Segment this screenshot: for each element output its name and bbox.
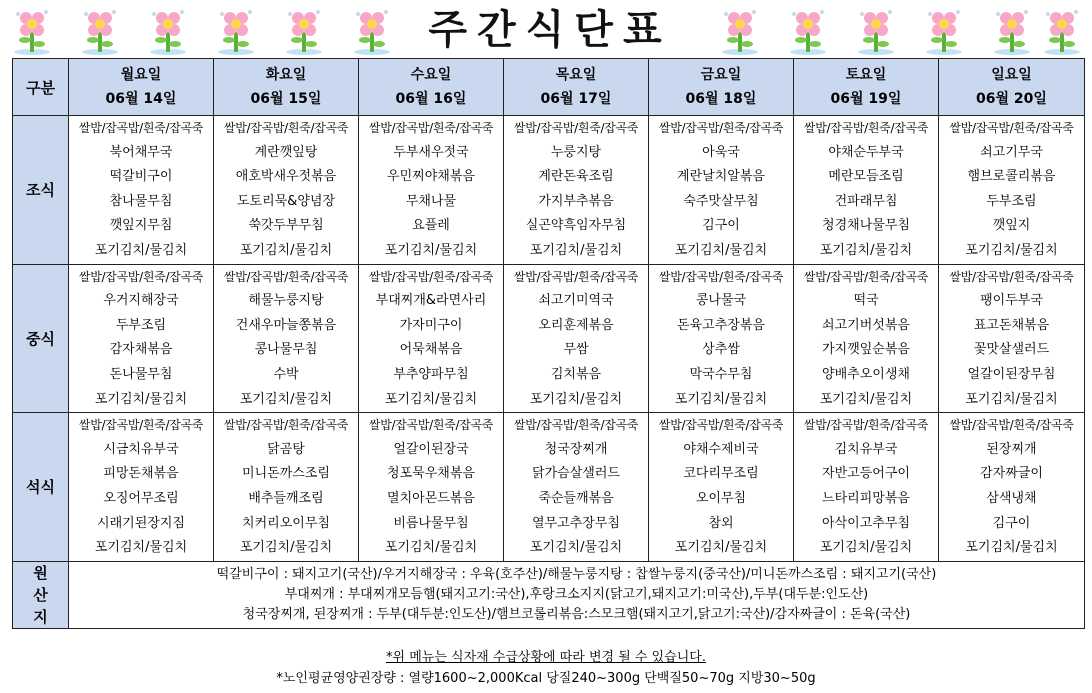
menu-item: 표고돈채볶음 bbox=[973, 317, 1050, 333]
menu-item: 상추쌈 bbox=[702, 342, 740, 358]
menu-item: 된장찌개 bbox=[986, 441, 1037, 457]
day-name: 수요일 bbox=[410, 67, 452, 83]
menu-item: 포기김치/물김치 bbox=[965, 391, 1058, 407]
page-title: 주간식단표 bbox=[428, 7, 672, 53]
menu-item: 참나물무침 bbox=[109, 193, 173, 209]
menu-cell bbox=[794, 116, 939, 265]
day-date: 06월 19일 bbox=[830, 91, 902, 107]
menu-item: 누룽지탕 bbox=[550, 144, 602, 160]
menu-item: 닭가슴살샐러드 bbox=[532, 466, 620, 482]
menu-cell bbox=[504, 264, 649, 413]
menu-item: 메란모듬조림 bbox=[828, 169, 904, 185]
menu-cell bbox=[359, 264, 504, 413]
menu-item: 포기김치/물김치 bbox=[384, 391, 478, 407]
menu-item: 꽃맛살샐러드 bbox=[973, 342, 1050, 358]
menu-cell bbox=[359, 116, 504, 265]
menu-item: 느타리피망볶음 bbox=[822, 490, 910, 506]
menu-item: 김치유부국 bbox=[834, 441, 898, 457]
menu-item: 깻잎지무침 bbox=[109, 218, 173, 234]
menu-item: 두부조림 bbox=[115, 317, 167, 333]
menu-item: 열무고추장무침 bbox=[532, 515, 620, 531]
flower-icon bbox=[922, 6, 966, 56]
menu-item: 포기김치/물김치 bbox=[384, 540, 478, 556]
menu-item: 두부조림 bbox=[986, 193, 1037, 209]
footer-notes bbox=[0, 648, 1092, 690]
menu-item: 요플레 bbox=[412, 218, 450, 234]
menu-item: 자반고등어구이 bbox=[822, 466, 910, 482]
menu-item: 어묵채볶음 bbox=[399, 342, 463, 358]
menu-item: 쌀밥/잡곡밥/흰죽/잡곡죽 bbox=[78, 418, 204, 433]
menu-cell bbox=[649, 264, 794, 413]
menu-item: 쌀밥/잡곡밥/흰죽/잡곡죽 bbox=[78, 121, 204, 135]
menu-item: 북어채무국 bbox=[109, 144, 173, 160]
menu-item: 포기김치/물김치 bbox=[239, 540, 333, 556]
menu-cell bbox=[794, 413, 939, 562]
menu-item: 건새우마늘쫑볶음 bbox=[235, 317, 337, 333]
menu-item: 쇠고기미역국 bbox=[538, 293, 614, 309]
menu-item: 포기김치/물김치 bbox=[529, 391, 623, 407]
menu-item: 팽이두부국 bbox=[980, 293, 1043, 309]
origin-line: 청국장찌개, 된장찌개 : 두부(대두분:인도산)/햄브코롤리볶음:스모크햄(돼지고기,닭고기:국산)/감자짜글이 : 돈육(국산) bbox=[242, 606, 911, 622]
menu-item: 치커리오이무침 bbox=[242, 515, 330, 531]
menu-item: 쌀밥/잡곡밥/흰죽/잡곡죽 bbox=[223, 269, 349, 284]
meal-row bbox=[13, 116, 1085, 265]
menu-item: 감자짜글이 bbox=[980, 466, 1043, 482]
day-header bbox=[939, 59, 1085, 116]
menu-item: 참외 bbox=[708, 515, 734, 531]
menu-item: 부대찌개&라면사리 bbox=[375, 293, 487, 309]
menu-item: 포기김치/물김치 bbox=[239, 391, 333, 407]
flower-icon bbox=[146, 6, 190, 56]
origin-line: 부대찌개 : 부대찌개모듬햄(돼지고기:국산),후랑크소지지(닭고기,돼지고기:미국산),두부(대두분:인도산) bbox=[284, 586, 869, 602]
day-date: 06월 18일 bbox=[685, 91, 757, 107]
menu-item: 피망돈채볶음 bbox=[103, 466, 179, 482]
day-name: 일요일 bbox=[991, 67, 1032, 83]
day-header bbox=[794, 59, 939, 116]
flower-icon bbox=[1040, 6, 1084, 56]
day-name: 목요일 bbox=[555, 67, 597, 83]
menu-item: 쇠고기버섯볶음 bbox=[822, 317, 910, 333]
flower-icon bbox=[10, 6, 54, 56]
menu-item: 포기김치/물김치 bbox=[384, 242, 478, 258]
menu-item: 쌀밥/잡곡밥/흰죽/잡곡죽 bbox=[803, 418, 929, 433]
menu-item: 오징어무조림 bbox=[103, 490, 179, 506]
meal-row bbox=[13, 413, 1085, 562]
menu-item: 얼갈이된장국 bbox=[393, 441, 469, 457]
menu-item: 쌀밥/잡곡밥/흰죽/잡곡죽 bbox=[658, 418, 784, 433]
menu-item: 청국장찌개 bbox=[544, 441, 608, 457]
flower-icon bbox=[282, 6, 326, 56]
menu-item: 쌀밥/잡곡밥/흰죽/잡곡죽 bbox=[513, 269, 639, 284]
day-date: 06월 16일 bbox=[395, 91, 467, 107]
menu-item: 도토리묵&양념장 bbox=[236, 193, 336, 209]
menu-item: 막국수무침 bbox=[689, 366, 753, 382]
menu-item: 감자채볶음 bbox=[109, 342, 173, 358]
flower-icon bbox=[786, 6, 830, 56]
menu-item: 포기김치/물김치 bbox=[529, 540, 623, 556]
day-name: 금요일 bbox=[700, 67, 742, 83]
day-header bbox=[504, 59, 649, 116]
menu-item: 포기김치/물김치 bbox=[94, 242, 188, 258]
menu-item: 수박 bbox=[273, 366, 299, 382]
flower-icon bbox=[78, 6, 122, 56]
day-date: 06월 15일 bbox=[250, 91, 322, 107]
menu-item: 양배추오이생채 bbox=[822, 366, 910, 382]
menu-item: 아삭이고추무침 bbox=[822, 515, 910, 531]
menu-item: 오리훈제볶음 bbox=[538, 317, 614, 333]
menu-item: 포기김치/물김치 bbox=[819, 391, 913, 407]
menu-item: 우민찌야채볶음 bbox=[387, 169, 475, 185]
menu-item: 김구이 bbox=[992, 515, 1031, 531]
menu-item: 실곤약흑임자무침 bbox=[525, 218, 627, 234]
flower-icon bbox=[718, 6, 762, 56]
menu-item: 김치볶음 bbox=[550, 366, 602, 382]
origin-line: 떡갈비구이 : 돼지고기(국산)/우거지해장국 : 우육(호주산)/해물누룽지탕 : 찹쌀누룽지(중국산)/미니돈까스조림 : 돼지고기(국산) bbox=[216, 566, 937, 582]
menu-item: 시래기된장지짐 bbox=[97, 515, 185, 531]
menu-item: 돈육고추장볶음 bbox=[677, 317, 765, 333]
meal-label: 조식 bbox=[13, 116, 69, 265]
menu-item: 코다리무조림 bbox=[683, 466, 759, 482]
nutrition-note: *노인평균영양권장량 : 열량1600~2,000Kcal 당질240~300g 단백질50~70g 지방30~50g bbox=[276, 671, 816, 686]
day-header-row bbox=[13, 59, 1085, 116]
menu-cell bbox=[649, 413, 794, 562]
day-date: 06월 17일 bbox=[540, 91, 612, 107]
menu-item: 포기김치/물김치 bbox=[674, 242, 768, 258]
meal-label: 석식 bbox=[13, 413, 69, 562]
menu-item: 쌀밥/잡곡밥/흰죽/잡곡죽 bbox=[223, 418, 349, 433]
menu-item: 쌀밥/잡곡밥/흰죽/잡곡죽 bbox=[513, 121, 639, 135]
menu-item: 가자미구이 bbox=[399, 317, 463, 333]
menu-item: 깻잎지 bbox=[992, 218, 1031, 234]
menu-item: 포기김치/물김치 bbox=[529, 242, 623, 258]
menu-item: 김구이 bbox=[702, 218, 740, 234]
meal-label: 중식 bbox=[13, 264, 69, 413]
flower-icon bbox=[214, 6, 258, 56]
menu-item: 쌀밥/잡곡밥/흰죽/잡곡죽 bbox=[949, 418, 1074, 433]
menu-item: 청포묵우채볶음 bbox=[387, 466, 475, 482]
menu-cell bbox=[794, 264, 939, 413]
meal-row bbox=[13, 264, 1085, 413]
menu-item: 두부새우젓국 bbox=[393, 144, 469, 160]
menu-item: 포기김치/물김치 bbox=[819, 540, 913, 556]
category-header: 구분 bbox=[13, 59, 69, 116]
menu-item: 계란깻잎탕 bbox=[254, 144, 318, 160]
menu-item: 떡갈비구이 bbox=[109, 169, 173, 185]
menu-item: 포기김치/물김치 bbox=[965, 540, 1058, 556]
flower-icon bbox=[990, 6, 1034, 56]
day-date: 06월 20일 bbox=[976, 91, 1047, 107]
menu-item: 돈나물무침 bbox=[109, 366, 173, 382]
menu-item: 멸치아몬드볶음 bbox=[387, 490, 475, 506]
menu-item: 햄브로콜리볶음 bbox=[967, 169, 1056, 185]
menu-item: 쌀밥/잡곡밥/흰죽/잡곡죽 bbox=[949, 121, 1074, 135]
menu-item: 쌀밥/잡곡밥/흰죽/잡곡죽 bbox=[803, 269, 929, 284]
origin-row bbox=[13, 561, 1085, 628]
menu-item: 쌀밥/잡곡밥/흰죽/잡곡죽 bbox=[949, 269, 1074, 284]
menu-item: 쌀밥/잡곡밥/흰죽/잡곡죽 bbox=[368, 269, 494, 284]
menu-item: 쇠고기무국 bbox=[980, 144, 1043, 160]
menu-item: 쌀밥/잡곡밥/흰죽/잡곡죽 bbox=[658, 121, 784, 135]
menu-item: 포기김치/물김치 bbox=[674, 391, 768, 407]
menu-item: 애호박새우젓볶음 bbox=[235, 169, 337, 185]
flower-icon bbox=[854, 6, 898, 56]
menu-cell bbox=[939, 116, 1085, 265]
menu-item: 쌀밥/잡곡밥/흰죽/잡곡죽 bbox=[513, 418, 639, 433]
menu-item: 배추들깨조림 bbox=[248, 490, 324, 506]
menu-item: 콩나물무침 bbox=[254, 342, 318, 358]
day-header bbox=[359, 59, 504, 116]
menu-item: 포기김치/물김치 bbox=[94, 540, 188, 556]
menu-item: 죽순들깨볶음 bbox=[538, 490, 614, 506]
day-name: 월요일 bbox=[120, 67, 162, 83]
menu-item: 계란돈육조림 bbox=[538, 169, 614, 185]
menu-item: 떡국 bbox=[853, 293, 879, 309]
menu-item: 아욱국 bbox=[702, 144, 740, 160]
menu-item: 오이무침 bbox=[695, 490, 747, 506]
menu-item: 무채나물 bbox=[405, 193, 457, 209]
menu-cell bbox=[214, 264, 359, 413]
day-header bbox=[649, 59, 794, 116]
menu-item: 시금치유부국 bbox=[103, 441, 179, 457]
menu-item: 쌀밥/잡곡밥/흰죽/잡곡죽 bbox=[658, 269, 784, 284]
day-name: 화요일 bbox=[265, 67, 307, 83]
menu-item: 청경채나물무침 bbox=[822, 218, 910, 234]
menu-cell bbox=[214, 413, 359, 562]
menu-cell bbox=[69, 264, 214, 413]
menu-item: 무쌈 bbox=[563, 342, 589, 358]
menu-cell bbox=[359, 413, 504, 562]
menu-item: 가지깻잎순볶음 bbox=[822, 342, 910, 358]
menu-item: 숙주맛살무침 bbox=[683, 193, 759, 209]
menu-item: 해물누룽지탕 bbox=[248, 293, 324, 309]
menu-item: 포기김치/물김치 bbox=[965, 242, 1058, 258]
day-header bbox=[69, 59, 214, 116]
menu-item: 쌀밥/잡곡밥/흰죽/잡곡죽 bbox=[368, 418, 494, 433]
menu-cell bbox=[214, 116, 359, 265]
menu-item: 미니돈까스조림 bbox=[242, 466, 330, 482]
menu-item: 포기김치/물김치 bbox=[819, 242, 913, 258]
menu-item: 부추양파무침 bbox=[393, 366, 469, 382]
menu-item: 콩나물국 bbox=[695, 293, 747, 309]
menu-cell bbox=[504, 116, 649, 265]
origin-label: 원 산 지 bbox=[13, 561, 69, 628]
menu-item: 닭곰탕 bbox=[267, 441, 305, 457]
menu-cell bbox=[69, 413, 214, 562]
menu-cell bbox=[939, 413, 1085, 562]
menu-item: 야채순두부국 bbox=[828, 144, 904, 160]
day-name: 토요일 bbox=[845, 67, 887, 83]
menu-item: 야채수제비국 bbox=[683, 441, 759, 457]
menu-cell bbox=[649, 116, 794, 265]
day-date: 06월 14일 bbox=[105, 91, 177, 107]
menu-item: 포기김치/물김치 bbox=[239, 242, 333, 258]
menu-change-note: *위 메뉴는 식자재 수급상황에 따라 변경 될 수 있습니다. bbox=[386, 650, 706, 665]
menu-item: 얼갈이된장무침 bbox=[967, 366, 1056, 382]
menu-cell bbox=[504, 413, 649, 562]
menu-item: 포기김치/물김치 bbox=[94, 391, 188, 407]
header bbox=[0, 0, 1092, 58]
menu-item: 비름나물무침 bbox=[393, 515, 469, 531]
menu-item: 삼색냉채 bbox=[986, 490, 1037, 506]
menu-item: 쌀밥/잡곡밥/흰죽/잡곡죽 bbox=[803, 121, 929, 135]
menu-cell bbox=[69, 116, 214, 265]
menu-item: 쌀밥/잡곡밥/흰죽/잡곡죽 bbox=[223, 121, 349, 135]
menu-cell bbox=[939, 264, 1085, 413]
origin-info bbox=[69, 561, 1085, 628]
menu-item: 우거지해장국 bbox=[103, 293, 179, 309]
menu-item: 쌀밥/잡곡밥/흰죽/잡곡죽 bbox=[368, 121, 494, 135]
menu-item: 포기김치/물김치 bbox=[674, 540, 768, 556]
menu-item: 건파래무침 bbox=[834, 193, 898, 209]
menu-item: 쑥갓두부무침 bbox=[248, 218, 324, 234]
menu-item: 쌀밥/잡곡밥/흰죽/잡곡죽 bbox=[78, 269, 204, 284]
menu-item: 계란날치알볶음 bbox=[677, 169, 765, 185]
menu-item: 가지부추볶음 bbox=[538, 193, 614, 209]
weekly-menu-table bbox=[12, 58, 1085, 629]
day-header bbox=[214, 59, 359, 116]
